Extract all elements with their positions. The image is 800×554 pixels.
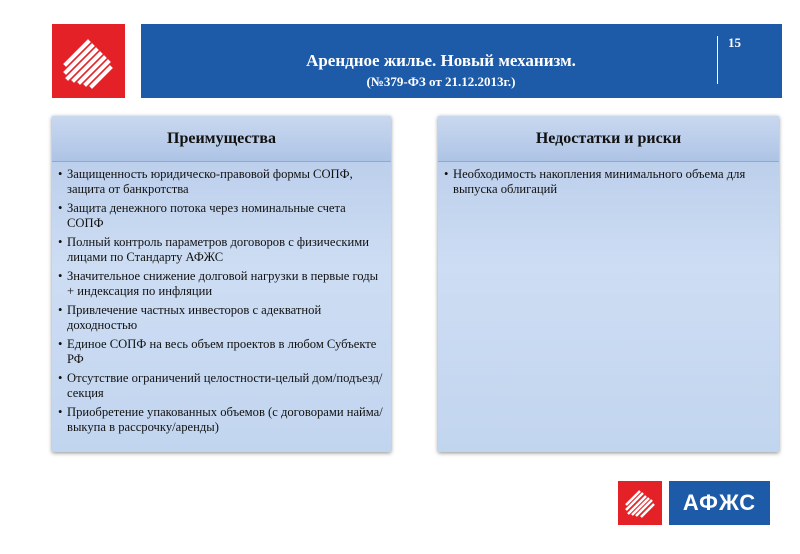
footer-brand: АФЖС [669, 481, 770, 525]
house-stripes-icon [618, 481, 662, 525]
list-item: • Защита денежного потока через номинальные счета СОПФ [58, 201, 383, 231]
company-logo [52, 24, 125, 98]
house-stripes-icon [52, 24, 125, 98]
risks-list [444, 167, 771, 201]
list-item: • Значительное снижение долговой нагрузки в первые годы + индексация по инфляции [58, 269, 383, 299]
advantages-panel [52, 116, 391, 452]
advantages-list [58, 167, 383, 439]
risks-title: Недостатки и риски [438, 116, 779, 162]
footer-logo [618, 481, 662, 525]
list-item: • Приобретение упакованных объемов (с договорами найма/выкупа в рассрочку/аренды) [58, 405, 383, 435]
slide-title: Арендное жилье. Новый механизм. [306, 51, 576, 70]
list-item: • Отсутствие ограничений целостности-целый дом/подъезд/секция [58, 371, 383, 401]
title-banner [141, 24, 782, 98]
list-item: • Необходимость накопления минимального объема для выпуска облигаций [444, 167, 771, 197]
list-item: • Полный контроль параметров договоров с физическими лицами по Стандарту АФЖС [58, 235, 383, 265]
advantages-title: Преимущества [52, 116, 391, 162]
slide-subtitle: (№379-ФЗ от 21.12.2013г.) [366, 74, 516, 89]
list-item: • Привлечение частных инвесторов с адекватной доходностью [58, 303, 383, 333]
header-divider [717, 36, 718, 84]
list-item: • Защищенность юридическо-правовой формы СОПФ, защита от банкротства [58, 167, 383, 197]
list-item: • Единое СОПФ на весь объем проектов в любом Субъекте РФ [58, 337, 383, 367]
page-number: 15 [728, 35, 741, 50]
risks-panel [438, 116, 779, 452]
